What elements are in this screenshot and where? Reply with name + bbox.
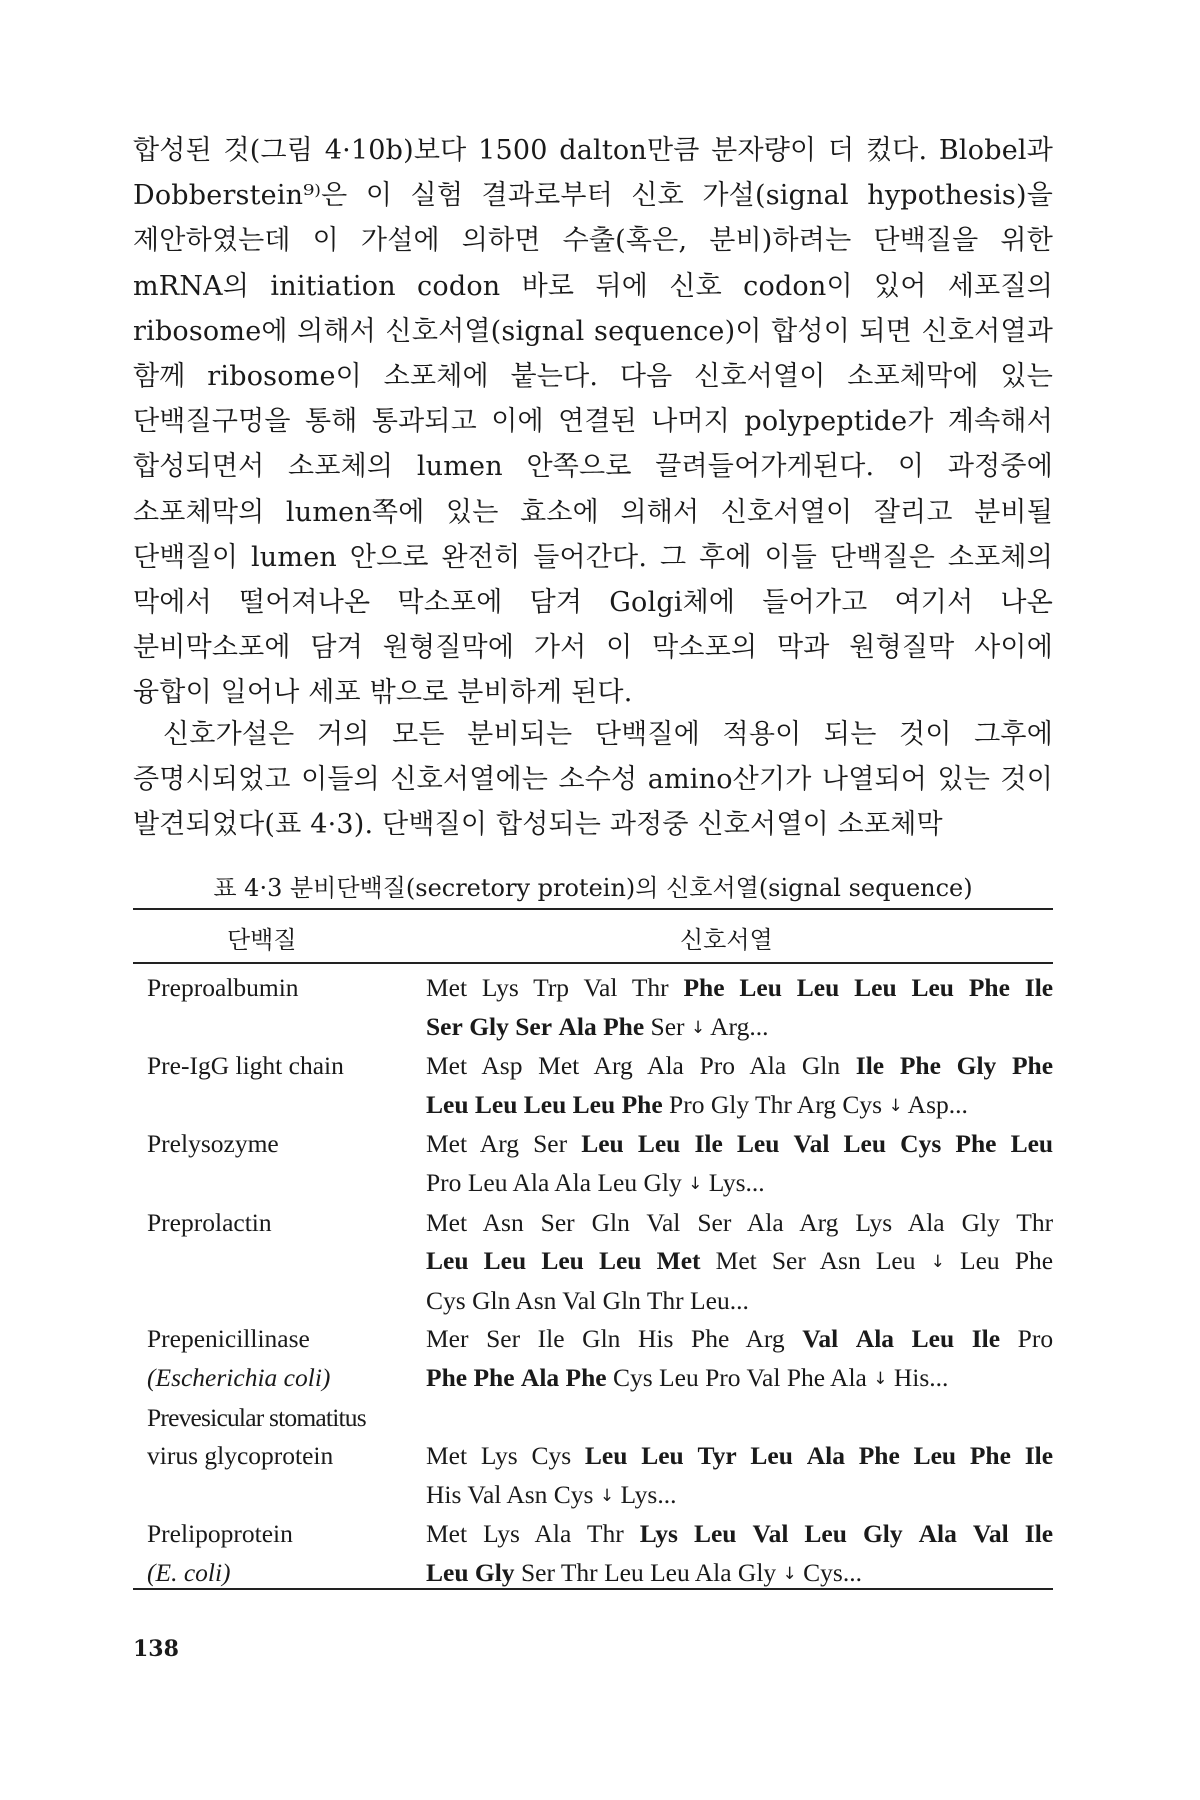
amino-acid: Phe [968, 973, 1010, 1002]
amino-acid: Lys [480, 1441, 518, 1471]
amino-acid: Leu [875, 1246, 916, 1276]
cleavage-arrow-icon: ↓ [688, 1173, 703, 1194]
amino-acid: Ser [771, 1246, 806, 1276]
amino-acid: Leu [1010, 1129, 1054, 1159]
protein-name-line: Prelipoprotein [147, 1519, 293, 1549]
amino-acid: Phe [691, 1324, 730, 1354]
amino-acid: Ser [533, 1129, 568, 1159]
amino-acid: Ser [650, 1011, 685, 1041]
amino-acid: Arg [796, 1089, 836, 1119]
amino-acid: Met [426, 1441, 468, 1471]
amino-acid: Arg [799, 1207, 839, 1237]
amino-acid: Thr [1016, 1207, 1054, 1237]
amino-acid: Leu [637, 1129, 681, 1159]
amino-acid: Leu [467, 1167, 508, 1197]
amino-acid: Val [793, 1129, 830, 1159]
cleavage-arrow-icon: ↓ [782, 1563, 797, 1584]
amino-acid: Ala [918, 1519, 957, 1549]
cleavage-arrow-icon: ↓ [888, 1095, 903, 1116]
amino-acid: Pro [699, 1051, 736, 1081]
sequence-line [426, 1399, 1053, 1438]
amino-acid: Phe [621, 1089, 663, 1119]
amino-acid: Arg [479, 1129, 519, 1159]
amino-acid: Thr [755, 1089, 792, 1119]
amino-acid: His... [893, 1362, 949, 1392]
amino-acid: Met [426, 1207, 468, 1237]
amino-acid: Cys... [803, 1557, 862, 1587]
amino-acid: Mer [426, 1324, 469, 1354]
amino-acid: Leu [641, 1441, 684, 1471]
signal-sequence-cell [424, 969, 1053, 1047]
table-caption: 표 4·3 분비단백질(secretory protein)의 신호서열(signal sequence) [213, 874, 973, 902]
amino-acid: Phe [1011, 1051, 1054, 1081]
amino-acid: Gly [961, 1207, 1000, 1237]
amino-acid: Ser [697, 1207, 732, 1237]
sequence-line [426, 969, 1053, 1008]
amino-acid: Leu [913, 1441, 957, 1471]
sequence-line [426, 1008, 1053, 1048]
amino-acid: Asp... [907, 1089, 968, 1119]
amino-acid: Gly [474, 1557, 515, 1587]
amino-acid: Leu [854, 973, 897, 1002]
amino-acid: Asn [506, 1479, 548, 1509]
protein-name-cell [133, 969, 424, 1047]
amino-acid: Pro [1017, 1324, 1054, 1354]
amino-acid: Leu [541, 1246, 584, 1276]
protein-name-line: (Escherichia coli) [147, 1362, 331, 1392]
amino-acid: Gln [801, 1051, 841, 1081]
amino-acid: Lys [855, 1207, 893, 1237]
amino-acid: Met [426, 1129, 468, 1159]
amino-acid: Phe [426, 1362, 468, 1392]
amino-acid: Phe [899, 1051, 941, 1081]
amino-acid: Phe [603, 1011, 645, 1041]
amino-acid: Leu [426, 1246, 469, 1276]
table-row [133, 1515, 1053, 1593]
amino-acid: Leu... [690, 1285, 749, 1315]
amino-acid: Phe [1014, 1246, 1054, 1276]
amino-acid: Arg... [710, 1011, 769, 1041]
column-header-signal-sequence: 신호서열 [680, 926, 773, 954]
amino-acid: Met [656, 1246, 701, 1276]
amino-acid: Phe [683, 973, 725, 1002]
amino-acid: Leu [911, 1324, 955, 1354]
amino-acid: Ala [694, 1557, 732, 1587]
amino-acid: Leu [960, 1246, 1000, 1276]
amino-acid: Thr [631, 973, 669, 1002]
amino-acid: Ser [426, 1011, 463, 1041]
amino-acid: Ala [907, 1207, 945, 1237]
amino-acid: Leu [750, 1441, 793, 1471]
amino-acid: Leu [474, 1089, 518, 1119]
amino-acid: Leu [659, 1362, 699, 1392]
amino-acid: Asn [515, 1285, 557, 1315]
table-header-rule [133, 962, 1053, 964]
amino-acid: Tyr [697, 1441, 737, 1471]
table-top-rule [133, 908, 1053, 910]
sequence-line [426, 1476, 1053, 1516]
amino-acid: Phe [473, 1362, 515, 1392]
signal-sequence-cell [424, 1320, 1053, 1398]
amino-acid: Gly [862, 1519, 903, 1549]
amino-acid: Val [646, 1207, 681, 1237]
amino-acid: Ala [830, 1362, 867, 1392]
protein-name-cell [133, 1399, 424, 1516]
amino-acid: Pro [705, 1362, 741, 1392]
amino-acid: Cys [900, 1129, 942, 1159]
amino-acid: Ala [855, 1324, 895, 1354]
column-header-protein: 단백질 [227, 926, 297, 954]
amino-acid: Ile [1024, 1441, 1054, 1471]
amino-acid: Ala [647, 1051, 684, 1081]
protein-name-cell [133, 1320, 424, 1398]
amino-acid: Leu [650, 1557, 690, 1587]
amino-acid: Leu [584, 1441, 628, 1471]
amino-acid: Ala [534, 1519, 572, 1549]
amino-acid: Met [426, 1051, 468, 1081]
protein-name-line: Prelysozyme [147, 1129, 279, 1159]
amino-acid: Leu [581, 1129, 624, 1159]
amino-acid: Cys [842, 1089, 883, 1119]
amino-acid: Gly [643, 1167, 682, 1197]
amino-acid: Ile [537, 1324, 565, 1354]
cleavage-arrow-icon: ↓ [599, 1485, 615, 1506]
protein-name-line: Prevesicular stomatitus [147, 1402, 366, 1432]
amino-acid: Lys... [708, 1167, 765, 1197]
sequence-line [426, 1125, 1053, 1164]
amino-acid: Ile [1024, 973, 1054, 1002]
amino-acid: Phe [786, 1362, 826, 1392]
amino-acid: Ser [486, 1324, 521, 1354]
amino-acid: His [638, 1324, 674, 1354]
protein-name-line: Pre-IgG light chain [147, 1051, 344, 1081]
amino-acid: Cys [531, 1441, 572, 1471]
sequence-line [426, 1086, 1053, 1126]
sequence-line [426, 1282, 1053, 1321]
amino-acid: Val [583, 973, 618, 1002]
protein-name-cell [133, 1047, 424, 1125]
amino-acid: Pro [426, 1167, 462, 1197]
amino-acid: Leu [604, 1557, 644, 1587]
amino-acid: Thr [586, 1519, 624, 1549]
sequence-line [426, 1047, 1053, 1086]
amino-acid: Leu [739, 973, 782, 1002]
amino-acid: Gly [737, 1557, 777, 1587]
amino-acid: Ala [520, 1362, 560, 1392]
signal-sequence-cell [424, 1047, 1053, 1125]
amino-acid: Ala [554, 1167, 592, 1197]
amino-acid: Lys... [620, 1479, 677, 1509]
amino-acid: Leu [796, 973, 840, 1002]
amino-acid: Thr [646, 1285, 684, 1315]
amino-acid: Leu [572, 1089, 616, 1119]
amino-acid: Met [538, 1051, 580, 1081]
amino-acid: Ile [971, 1324, 1001, 1354]
amino-acid: Cys [426, 1285, 466, 1315]
amino-acid: Leu [693, 1519, 737, 1549]
amino-acid: Met [426, 1519, 468, 1549]
signal-sequence-table [133, 969, 1053, 1594]
table-row [133, 1125, 1053, 1203]
table-bottom-rule [133, 1588, 1053, 1590]
amino-acid: Leu [597, 1167, 638, 1197]
signal-sequence-cell [424, 1125, 1053, 1203]
amino-acid: Ala [512, 1167, 550, 1197]
table-row [133, 969, 1053, 1047]
amino-acid: Ala [746, 1207, 784, 1237]
amino-acid: Gln [602, 1285, 641, 1315]
amino-acid: Arg [593, 1051, 633, 1081]
amino-acid: Leu [736, 1129, 780, 1159]
amino-acid: Ala [806, 1441, 845, 1471]
amino-acid: Val [972, 1519, 1009, 1549]
amino-acid: Ala [749, 1051, 787, 1081]
sequence-line [426, 1515, 1053, 1554]
amino-acid: Val [467, 1479, 502, 1509]
amino-acid: Gln [472, 1285, 511, 1315]
amino-acid: Ile [694, 1129, 723, 1159]
amino-acid: Pro [669, 1089, 705, 1119]
protein-name-cell [133, 1204, 424, 1321]
amino-acid: Leu [483, 1246, 527, 1276]
protein-name-line: virus glycoprotein [147, 1441, 334, 1471]
table-row [133, 1320, 1053, 1398]
amino-acid: Ile [1024, 1519, 1054, 1549]
amino-acid: Asn [482, 1207, 524, 1237]
amino-acid: Phe [969, 1441, 1011, 1471]
sequence-line [426, 1242, 1053, 1282]
amino-acid: Gly [710, 1089, 750, 1119]
amino-acid: Leu [426, 1557, 469, 1587]
amino-acid: Leu [804, 1519, 847, 1549]
amino-acid: Phe [565, 1362, 607, 1392]
amino-acid: Arg [745, 1324, 785, 1354]
cleavage-arrow-icon: ↓ [930, 1252, 945, 1273]
page-number: 138 [133, 1636, 179, 1662]
amino-acid: Met [715, 1246, 757, 1276]
amino-acid: Cys [553, 1479, 594, 1509]
amino-acid: Val [752, 1519, 789, 1549]
amino-acid: His [426, 1479, 462, 1509]
amino-acid: Phe [858, 1441, 900, 1471]
amino-acid: Val [746, 1362, 781, 1392]
amino-acid: Leu [598, 1246, 642, 1276]
amino-acid: Lys [639, 1519, 678, 1549]
amino-acid: Asn [819, 1246, 861, 1276]
amino-acid: Asp [481, 1051, 523, 1081]
protein-name-cell [133, 1515, 424, 1593]
amino-acid: Gln [591, 1207, 630, 1237]
signal-sequence-cell [424, 1204, 1053, 1321]
amino-acid: Thr [560, 1557, 598, 1587]
amino-acid: Leu [911, 973, 954, 1002]
amino-acid: Val [802, 1324, 839, 1354]
protein-name-cell [133, 1125, 424, 1203]
table-row [133, 1399, 1053, 1516]
protein-name-line: (E. coli) [147, 1557, 231, 1587]
signal-sequence-cell [424, 1399, 1053, 1516]
cleavage-arrow-icon: ↓ [690, 1017, 706, 1038]
amino-acid: Gly [956, 1051, 997, 1081]
sequence-line [426, 1164, 1053, 1204]
protein-name-line: Preproalbumin [147, 973, 299, 1002]
signal-sequence-cell [424, 1515, 1053, 1593]
sequence-line [426, 1359, 1053, 1399]
protein-name-line: Preprolactin [147, 1207, 272, 1237]
protein-name-line: Prepenicillinase [147, 1324, 310, 1354]
amino-acid: Ser [520, 1557, 555, 1587]
amino-acid: Gln [582, 1324, 621, 1354]
amino-acid: Leu [523, 1089, 567, 1119]
amino-acid: Leu [426, 1089, 469, 1119]
amino-acid: Val [562, 1285, 597, 1315]
amino-acid: Trp [533, 973, 570, 1002]
table-row [133, 1204, 1053, 1321]
amino-acid: Ala [558, 1011, 597, 1041]
amino-acid: Cys [612, 1362, 653, 1392]
cleavage-arrow-icon: ↓ [873, 1368, 888, 1389]
sequence-line [426, 1204, 1053, 1243]
body-paragraph-2: 신호가설은 거의 모든 분비되는 단백질에 적용이 되는 것이 그후에 증명시되었고 이들의 신호서열에는 소수성 amino산기가 나열되어 있는 것이 발견되었다(표 4·3). 단백질이 합성되는 과정중 신호서열이 소포체막 [133, 719, 1053, 841]
sequence-line [426, 1437, 1053, 1476]
sequence-line [426, 1320, 1053, 1359]
amino-acid: Gly [469, 1011, 509, 1041]
amino-acid: Leu [843, 1129, 887, 1159]
amino-acid: Ser [515, 1011, 553, 1041]
amino-acid: Phe [955, 1129, 997, 1159]
amino-acid: Lys [481, 973, 519, 1002]
table-row [133, 1047, 1053, 1125]
amino-acid: Lys [483, 1519, 520, 1549]
amino-acid: Ile [855, 1051, 885, 1081]
amino-acid: Ser [540, 1207, 575, 1237]
body-paragraph-1: 합성된 것(그림 4·10b)보다 1500 dalton만큼 분자량이 더 컸다. Blobel과 Dobberstein⁹⁾은 이 실험 결과로부터 신호 가설(signal hypothesis)을 제안하였는데 이 가설에 의하면 수출(혹은, 분비)하려는 단백질을 위한 mRNA의 initiation codon 바로 뒤에 신호 codon이 있어 세포질의 ribosome에 의해서 신호서열(signal sequence)이 합성이 되면 신호서열과 함께 ribosome이 소포체에 붙는다. 다음 신호서열이 소포체막에 있는 단백질구멍을 통해 통과되고 이에 연결된 나머지 polypeptide가 계속해서 합성되면서 소포체의 lumen 안쪽으로 끌려들어가게된다. 이 과정중에 소포체막의 lumen쪽에 있는 효소에 의해서 신호서열이 잘리고 분비될 단백질이 lumen 안으로 완전히 들어간다. 그 후에 이들 단백질은 소포체의 막에서 떨어져나온 막소포에 담겨 Golgi체에 들어가고 여기서 나온 분비막소포에 담겨 원형질막에 가서 이 막소포의 막과 원형질막 사이에 융합이 일어나 세포 밖으로 분비하게 된다. [133, 135, 1053, 709]
amino-acid: Met [426, 973, 468, 1002]
